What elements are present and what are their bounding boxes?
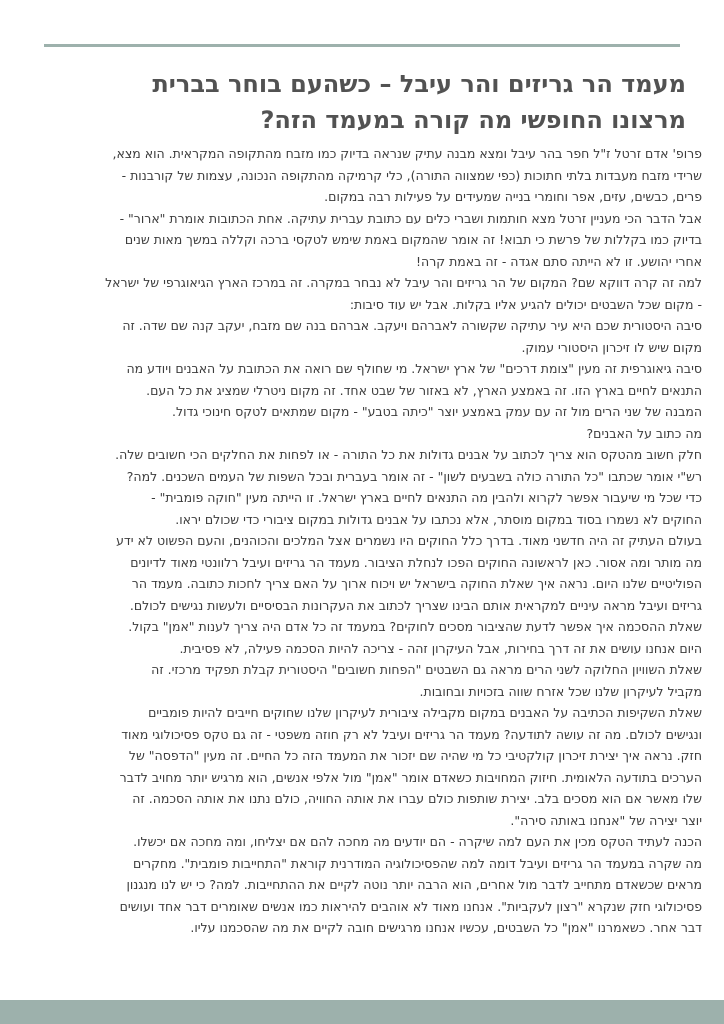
body-line: סיבה גיאוגרפית זה מעין "צומת דרכים" של ארץ ישראל. מי שחולף שם רואה את הכתובת על האבנים ויודע מה — [126, 361, 702, 376]
body-line: שאלת השוויון החלוקה לשני הרים מראה גם השבטים "הפחות חשובים" היסטורית קבלת תפקיד מרכזי. זה — [151, 662, 702, 677]
body-line: היום אנחנו עושים את זה דרך בחירות, אבל העיקרון זהה - צריכה להיות הסכמה פעילה, לא פסיבית. — [179, 640, 702, 656]
article-body — [20, 143, 702, 939]
body-line: סיבה היסטורית שכם היא עיר עתיקה שקשורה לאברהם ויעקב. אברהם בנה שם מזבח, יעקב קנה שם שדה. זה — [122, 318, 702, 333]
body-line: מקום שיש לו זיכרון היסטורי עמוק. — [521, 339, 702, 355]
top-divider-rule — [44, 44, 680, 47]
body-line: שלו מאשר אם הוא מסכים בלב. יצירת שותפות כולם עברו את אותה החוויה, כולם נתנו את אותה הסכמה. זה — [132, 791, 702, 806]
article-title-line-2: מרצונו החופשי מה קורה במעמד הזה? — [260, 106, 686, 134]
body-line: פרים, כבשים, עזים, אפר וחומרי בנייה שמעידים על פעילות רבה במקום. — [324, 189, 702, 204]
body-line: חזק. נראה איך יצירת זיכרון קולקטיבי כל מי שהיה שם יזכור את המעמד הזה כל החיים. זה מעין "הדפסה" של — [128, 748, 702, 763]
body-line: מה כתוב על האבנים? — [586, 425, 702, 441]
body-line: מה שקרה במעמד הר גריזים ועיבל דומה למה שהפסיכולוגיה המודרנית קוראת "התחייבות פומבית". מחקרים — [132, 855, 702, 871]
body-line: יוצר יצירה של "אנחנו באותה סירה". — [510, 812, 702, 828]
footer-band — [0, 1000, 724, 1024]
body-line: הכנה לעתיד הטקס מכין את העם למה שיקרה - הם יודעים מה מחכה להם אם יצליחו, ומה מחכה אם יכשלו. — [133, 834, 702, 849]
body-line: בדיוק כמו בקללות של פרשת כי תבוא! זה אומר שהמקום באמת שימש לטקסי ברכה וקללה במשך מאות שנים — [124, 232, 702, 247]
body-line: בעולם העתיק זה היה חדשני מאוד. בדרך כלל החוקים היו נשמרים אצל המלכים והכוהנים, והעם הפשוט לא ידע — [116, 533, 702, 548]
body-line: כדי שכל מי שיעבור אפשר לקרוא ולהבין מה התנאים לחיים בארץ ישראל. זו הייתה מעין "חוקה פומבית" - — [151, 490, 702, 505]
article-title-line-1: מעמד הר גריזים והר עיבל – כשהעם בוחר בברית — [152, 70, 686, 98]
body-line: ונגישים לכולם. מה זה עושה לתודעה? מעמד הר גריזים ועיבל לא רק חוזה משפטי - זה גם טקס פסיכולוגי מאוד — [121, 726, 702, 742]
body-line: פרופ' אדם זרטל ז"ל חפר בהר עיבל ומצא מבנה עתיק שנראה בדיוק כמו מזבח מהתקופה המקראית. הוא מצא, — [112, 146, 702, 161]
body-line: החוקים לא נשמרו בסוד במקום מוסתר, אלא נכתבו על אבנים גדולות במקום ציבורי כדי שכולם יראו. — [175, 511, 702, 527]
body-line: רש"י אומר שכתבו "כל התורה כולה בשבעים לשון" - זה אומר בעברית ובכל השפות של העמים השכנים. למה? — [126, 468, 702, 484]
body-line: גריזים ועיבל מראה עיניים למקראית אותם הבינו שצריך לכתוב את העקרונות הבסיסיים ולעשות נגישים לכולם. — [129, 597, 702, 613]
body-line: אבל הדבר הכי מעניין זרטל מצא חותמות ושברי כלים עם כתובת עברית עתיקה. אחת הכתובות אומרת "ארור" - — [119, 210, 702, 226]
body-line: דבר אחר. כשאמרנו "אמן" כל השבטים, עכשיו אנחנו מרגישים חובה לקיים את מה שהסכמנו עליו. — [190, 920, 702, 935]
body-line: הערכים בתודעה הלאומית. חיזוק המחויבות כשאדם אומר "אמן" מול אלפי אנשים, הוא מרגיש יותר מחויב לדבר — [119, 769, 702, 785]
body-line: שאלת ההסכמה איך אפשר לדעת שהציבור מסכים לחוקים? במעמד זה כל אדם היה צריך לענות "אמן" בקול. — [128, 619, 702, 634]
body-line: - מקום שכל השבטים יכולים להגיע אליו בקלות. אבל יש עוד סיבות: — [349, 296, 702, 312]
body-line: שאלת השקיפות הכתיבה על האבנים במקום מקבילה ציבורית לעיקרון שלנו שחוקים חייבים להיות פומביים — [148, 705, 702, 720]
body-line: התנאים לחיים בארץ הזו. זה באמצע הארץ, לא באזור של שבט אחד. זה מקום ניטרלי שמציג את כל העם. — [146, 382, 702, 398]
body-line: מראים שכשאדם מתחייב לדבר מול אחרים, הוא הרבה יותר נוטה לקיים את ההתחייבות. למה? כי יש לנו מנגנון — [126, 877, 702, 892]
article-title — [86, 66, 686, 138]
body-line: חלק חשוב מהטקס הוא צריך לכתוב על אבנים גדולות את כל התורה - או לפחות את החלקים הכי חשובים שלה. — [115, 447, 702, 462]
body-line: מקביל לעיקרון שלנו שכל אזרח שווה בזכויות ובחובות. — [419, 683, 702, 699]
body-line: פסיכולוגי חזק שנקרא "רצון לעקביות". אנחנו מאוד לא אוהבים להיראות כמו אנשים שאומרים דבר אחד ועושים — [119, 898, 702, 914]
body-line: הפוליטיים שלנו היום. נראה איך שאלת החוקה בישראל יש ויכוח ארוך על האם צריך לחכות כתובה. מעמד הר — [131, 576, 702, 591]
body-line: מה מותר ומה אסור. כאן לראשונה החוקים הפכו לנחלת הציבור. מעמד הר גריזים ועיבל רלוונטי מאוד לדיונים — [130, 554, 702, 570]
body-line: המבנה של שני הרים מול זה עם עמק באמצע יוצר "כיתה בטבע" - מקום שמתאים לטקס חינוכי גדול. — [172, 404, 702, 419]
body-line: אחרי יהושע. זו לא הייתה סתם אגדה - זה באמת קרה! — [416, 253, 702, 269]
body-line: שרידי מזבח מעבדות בלתי חתוכות (כפי שמצווה התורה), כלי קרמיקה מהתקופה הנכונה, עצמות של קורבנות - — [121, 167, 702, 183]
body-line: למה זה קרה דווקא שם? המקום של הר גריזים והר עיבל לא נבחר במקרה. זה במרכז הארץ הגיאוגרפי של ישראל — [105, 275, 702, 290]
